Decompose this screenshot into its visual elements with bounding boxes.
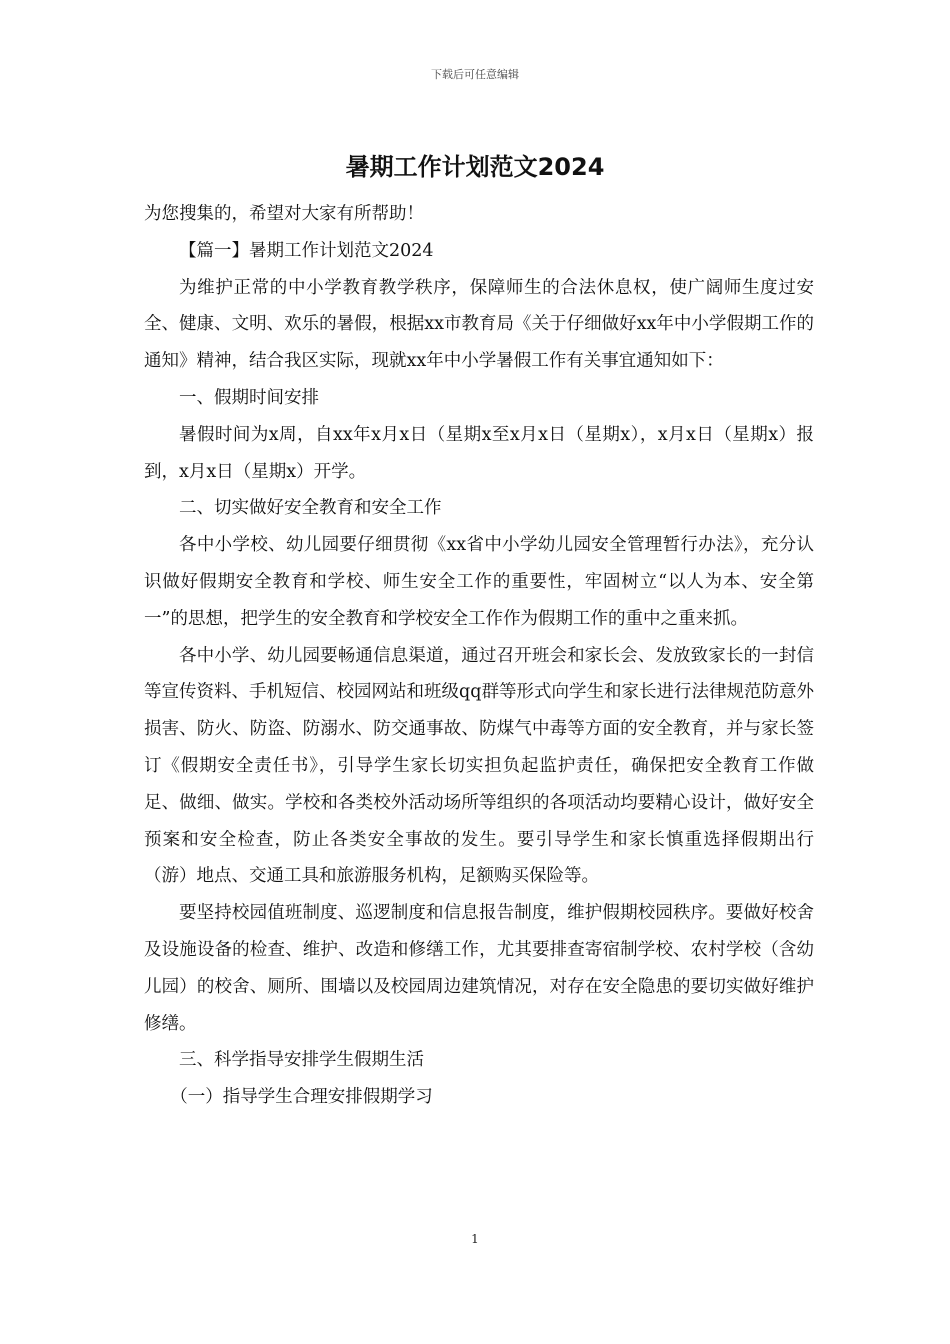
body-paragraph: 要坚持校园值班制度、巡逻制度和信息报告制度，维护假期校园秩序。要做好校舍及设施设备的检查、维护、改造和修缮工作，尤其要排查寄宿制学校、农村学校（含幼儿园）的校舍、厕所、围墙以及校园周边建筑情况，对存在安全隐患的要切实做好维护修缮。 bbox=[144, 903, 814, 1034]
section-heading-part-one: 【篇一】暑期工作计划范文2024 bbox=[179, 240, 434, 261]
body-paragraph: 暑假时间为x周，自xx年x月x日（星期x至x月x日（星期x），x月x日（星期x）报到，x月x日（星期x）开学。 bbox=[144, 424, 814, 482]
body-paragraph: 为维护正常的中小学教育教学秩序，保障师生的合法休息权，使广阔师生度过安全、健康、文明、欢乐的暑假，根据xx市教育局《关于仔细做好xx年中小学假期工作的通知》精神，结合我区实际，现就xx年中小学暑假工作有关事宜通知如下： bbox=[144, 277, 814, 372]
section-heading: 一、假期时间安排 bbox=[179, 387, 319, 408]
intro-line: 为您搜集的，希望对大家有所帮助！ bbox=[144, 204, 424, 224]
header-note: 下载后可任意编辑 bbox=[431, 68, 519, 81]
body-paragraph: 各中小学校、幼儿园要仔细贯彻《xx省中小学幼儿园安全管理暂行办法》，充分认识做好假期安全教育和学校、师生安全工作的重要性，牢固树立“以人为本、安全第一”的思想，把学生的安全教育和学校安全工作作为假期工作的重中之重来抓。 bbox=[144, 535, 814, 629]
document-body bbox=[144, 196, 814, 1116]
page-number: 1 bbox=[471, 1232, 479, 1246]
section-heading: 二、切实做好安全教育和安全工作 bbox=[179, 498, 442, 519]
body-paragraph: 各中小学、幼儿园要畅通信息渠道，通过召开班会和家长会、发放致家长的一封信等宣传资料、手机短信、校园网站和班级qq群等形式向学生和家长进行法律规范防意外损害、防火、防盗、防溺水、防交通事故、防煤气中毒等方面的安全教育，并与家长签订《假期安全责任书》，引导学生家长切实担负起监护责任，确保把安全教育工作做足、做细、做实。学校和各类校外活动场所等组织的各项活动均要精心设计，做好安全预案和安全检查，防止各类安全事故的发生。要引导学生和家长慎重选择假期出行（游）地点、交通工具和旅游服务机构，足额购买保险等。 bbox=[144, 645, 814, 887]
subsection-heading: （一）指导学生合理安排假期学习 bbox=[170, 1087, 433, 1108]
document-title: 暑期工作计划范文2024 bbox=[345, 153, 605, 181]
section-heading: 三、科学指导安排学生假期生活 bbox=[179, 1050, 424, 1071]
